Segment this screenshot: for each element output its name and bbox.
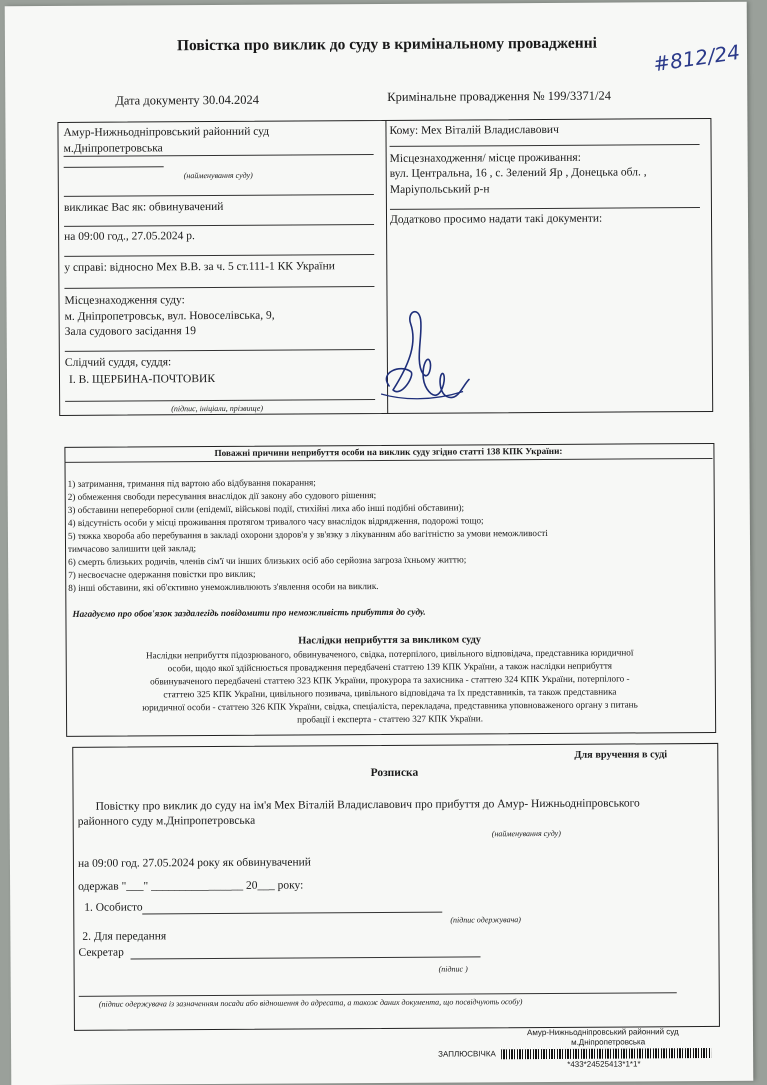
receipt-line2: районного суду м.Дніпропетровська: [77, 814, 256, 828]
court-room: Зала судового засідання 19: [64, 325, 197, 338]
judge-caption: (підпис, ініціали, прізвище): [171, 403, 264, 414]
consequences-line-3: обвинуваченого передбачені статтею 323 КПК України, прокурора та захисника - статтею 324 КПК України, потерпілого -: [150, 673, 630, 687]
footer-court-line1: Амур-Нижньодніпровський районний суд: [526, 1027, 679, 1038]
for-transfer-label: 2. Для передання: [82, 930, 167, 943]
judge-signature: [371, 301, 476, 412]
case-matter: у справі: відносно Мех В.В. за ч. 5 ст.111-1 КК України: [64, 260, 335, 274]
residence-line1: вул. Центральна, 16 , с. Зелений Яр , Донецька обл. ,: [389, 166, 647, 180]
reason-3: 3) обставини непереборної сили (епідемії, військові події, стихійні лиха або інші подібні обставини);: [67, 502, 465, 515]
reason-1: 1) затримання, тримання під вартою або відбування покарання;: [67, 477, 316, 489]
hearing-datetime: на 09:00 год., 27.05.2024 р.: [64, 230, 195, 243]
barcode-text: *433*24525413*1*1*: [567, 1059, 641, 1069]
document-date: Дата документу 30.04.2024: [115, 92, 260, 108]
received-date-line: одержав "___" ________________ 20___ року:: [78, 879, 304, 893]
receipt-line1: Повістку про виклик до суду на ім'я Мех Віталій Владиславович про прибуття до Амур- Нижньодніпровського: [95, 797, 640, 813]
consequences-line-1: Наслідки неприбуття підозрюваного, обвинуваченого, свідка, потерпілого, цивільного відповідача, представника юридичної: [145, 647, 634, 661]
judge-label: Слідчий суддя, суддя:: [64, 356, 172, 369]
residence-line2: Маріупольський р-н: [389, 183, 490, 196]
recipient-name: Кому: Мех Віталій Владиславович: [389, 123, 559, 137]
recipient-caption: (підпис одержувача): [450, 915, 521, 925]
summons-role: викликає Вас як: обвинувачений: [63, 200, 224, 214]
footer-court-line2: м.Дніпропетровська: [571, 1037, 646, 1047]
consequences-title: Наслідки неприбуття за викликом суду: [298, 634, 481, 647]
reason-5: 5) тяжка хвороба або перебування в закладі охорони здоров'я у зв'язку з лікуванням або вагітністю за умови неможливості: [67, 527, 548, 541]
reason-6: 6) смерть близьких родичів, членів сім'ї чи інших близьких осіб або серйозна загроза їхньому життю;: [68, 554, 467, 567]
court-address: м. Дніпропетровськ, вул. Новоселівська, 9,: [64, 309, 275, 323]
document-title: Повістка про виклик до суду в кримінальному провадженні: [176, 34, 597, 55]
for-court-label: Для вручення в суді: [574, 749, 668, 761]
reason-7: 7) несвоєчасне одержання повістки про виклик;: [68, 568, 256, 580]
document-page: [5, 2, 754, 1085]
handwritten-number: #812/24: [651, 39, 742, 77]
reason-8: 8) інші обставини, які об'єктивно унеможливлюють з'явлення особи на виклик.: [68, 581, 379, 593]
extra-documents: Додатково просимо надати такі документи:: [389, 212, 603, 226]
reminder-text: Нагадуємо про обов'язок заздалегідь повідомити про неможливість прибуття до суду.: [72, 606, 426, 619]
reasons-title: Поважні причини неприбуття особи на виклик суду згідно статті 138 КПК України:: [214, 445, 563, 459]
consequences-line-4: статтею 325 КПК України, цивільного позивача, цивільного відповідача та їх представників, та також представника: [163, 686, 617, 700]
court-location-label: Місцезнаходження суду:: [64, 294, 185, 307]
judge-name: І. В. ЩЕРБИНА-ПОЧТОВИК: [68, 372, 216, 386]
secretary-caption: (підпис ): [438, 964, 468, 974]
reason-4: 4) відсутність особи у місці проживання протягом тривалого часу внаслідок відрядження, подорожі тощо;: [67, 515, 484, 528]
consequences-line-6: пробації і експерта - статтею 327 КПК України.: [297, 713, 484, 725]
secretary-label: Секретар: [78, 946, 124, 959]
residence-label: Місцезнаходження/ місце проживання:: [389, 151, 581, 165]
receipt-line3: на 09:00 год. 27.05.2024 року як обвинувачений: [77, 856, 311, 870]
case-number: Кримінальне провадження № 199/3371/24: [387, 88, 611, 104]
reason-2: 2) обмеження свободи пересування внаслідок дії закону або судового рішення;: [67, 490, 377, 502]
receipt-court-caption: (найменування суду): [491, 828, 561, 839]
footer-zaplyu: ЗАПЛЮСВІЧКА: [438, 1049, 496, 1059]
consequences-line-5: юридичної особи - статтею 326 КПК України, свідка, спеціаліста, перекладача, представника уповноваженого органу з питань: [142, 699, 638, 713]
reason-5-cont: тимчасово залишити цей заклад;: [67, 543, 197, 554]
consequences-line-2: особи, щодо якої здійснюється провадження передбачені статтею 139 КПК України, а також наслідки неприбуття: [167, 660, 612, 674]
bottom-caption: (підпис одержувача із зазначенням посади або відношення до адресата, а також даних документа, що посвідчують особу): [98, 997, 523, 1009]
barcode: [501, 1048, 711, 1059]
court-name-line2: м.Дніпропетровська: [63, 142, 163, 155]
receipt-title: Розписка: [370, 766, 419, 780]
personally-label: 1. Особисто: [84, 901, 143, 914]
court-name-line1: Амур-Нижньодніпровський районний суд: [63, 125, 270, 139]
court-name-caption: (найменування суду): [183, 170, 253, 181]
